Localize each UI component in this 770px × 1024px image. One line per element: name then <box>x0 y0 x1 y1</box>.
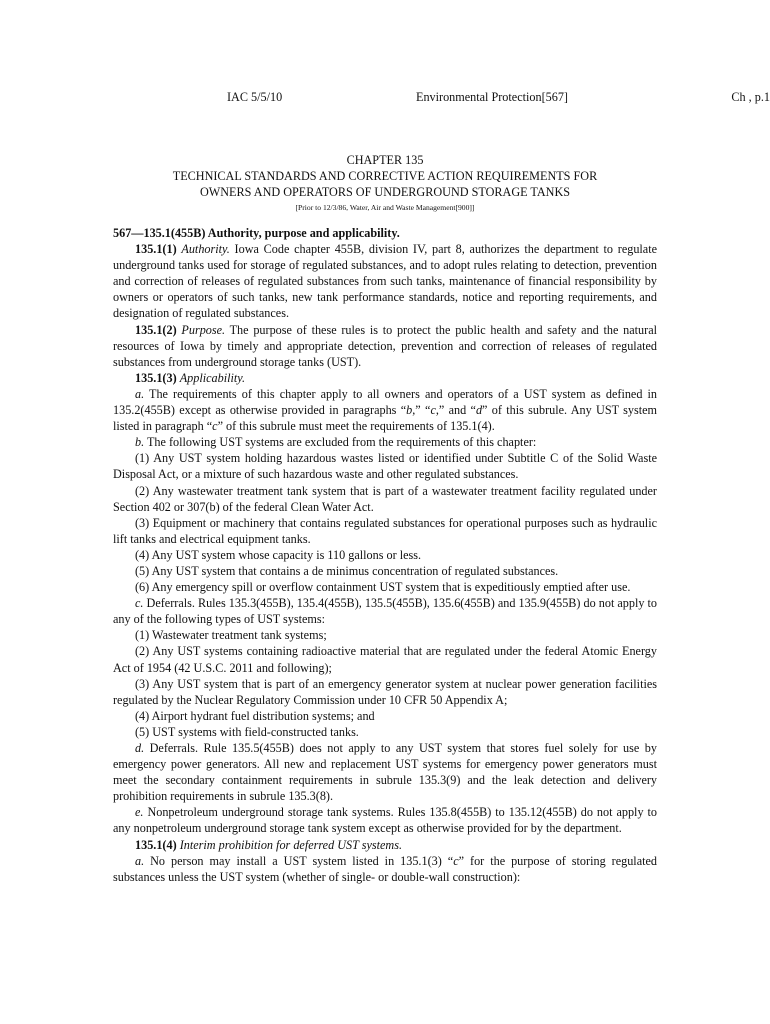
list-item: (4) Any UST system whose capacity is 110 gallons or less. <box>135 547 422 562</box>
paragraph-label: b. <box>135 435 145 450</box>
rule-body <box>113 225 657 885</box>
paragraph-e <box>113 804 657 836</box>
header-date: IAC 5/5/10 <box>227 90 283 104</box>
chapter-history-note: [Prior to 12/3/86, Water, Air and Waste Management[900]] <box>295 203 475 212</box>
subrule-authority <box>113 241 657 321</box>
paragraph-ref: c <box>212 419 218 434</box>
list-item: (2) Any wastewater treatment tank system that is part of a wastewater treatment facility regulated under Section 402 or 307(b) of the federal Clean Water Act. <box>113 483 657 514</box>
subrule-number: 135.1(4) <box>135 837 177 852</box>
subrule-applicability <box>113 370 657 386</box>
subrule-label: Applicability. <box>179 370 246 385</box>
paragraph-label: d. <box>135 741 145 755</box>
paragraph-ref: b <box>406 403 413 418</box>
chapter-title-line-1: TECHNICAL STANDARDS AND CORRECTIVE ACTION REQUIREMENTS FOR <box>172 169 598 183</box>
paragraph-text: ,” “ <box>412 403 431 418</box>
subrule-number: 135.1(1) <box>135 242 177 257</box>
paragraph-text: Deferrals. Rules 135.3(455B), 135.4(455B), 135.5(455B), 135.6(455B) and 135.9(455B) do not apply to any of the following types of UST systems: <box>113 596 657 627</box>
subrule-label: Authority. <box>181 242 230 257</box>
paragraph-4a <box>113 853 657 885</box>
paragraph-label: a. <box>135 853 145 868</box>
rule-heading: 567—135.1(455B) Authority, purpose and applicability. <box>113 226 400 240</box>
paragraph-d <box>113 740 657 804</box>
header-agency: Environmental Protection[567] <box>416 90 568 104</box>
paragraph-label: a. <box>135 386 145 401</box>
chapter-title-block <box>113 152 657 214</box>
paragraph-text: Deferrals. Rule 135.5(455B) does not apply to any UST system that stores fuel solely for use by emergency power generators. All new and replacement UST systems for emergency power generators must meet the secondary containment requirements in subrule 135.3(9) and the leak detection and delivery prohibition requirements in subrule 135.3(8). <box>113 741 657 804</box>
paragraph-label: c. <box>135 596 144 611</box>
paragraph-ref: c <box>430 403 436 418</box>
subrule-text: The purpose of these rules is to protect the public health and safety and the natural resources of Iowa by timely and appropriate detection, prevention and correction of releases of regulated substances from underground storage tanks (UST). <box>113 322 658 369</box>
paragraph-ref: c <box>453 853 459 868</box>
paragraph-ref: d <box>475 403 483 418</box>
paragraph-text: The following UST systems are excluded from the requirements of this chapter: <box>144 435 537 450</box>
header-page-number: Ch , p.1 <box>731 90 770 104</box>
list-item: (1) Any UST system holding hazardous wastes listed or identified under Subtitle C of the Solid Waste Disposal Act, or a mixture of such hazardous waste and other regulated substances. <box>113 451 657 482</box>
subrule-number: 135.1(2) <box>135 322 177 337</box>
subrule-interim-prohibition <box>113 837 657 853</box>
subrule-label: Purpose. <box>181 322 226 337</box>
paragraph-text: ,” and “ <box>435 403 476 418</box>
paragraph-text: ” of this subrule must meet the requirements of 135.1(4). <box>217 419 495 434</box>
paragraph-text: The requirements of this chapter apply to all owners and operators of a UST system as defined in 135.2(455B) except as otherwise provided in paragraphs “ <box>113 386 657 418</box>
list-item: (4) Airport hydrant fuel distribution systems; and <box>135 708 375 723</box>
subrule-number: 135.1(3) <box>135 370 177 385</box>
list-item: (1) Wastewater treatment tank systems; <box>135 628 327 643</box>
list-item: (6) Any emergency spill or overflow containment UST system that is expeditiously emptied after use. <box>135 580 631 595</box>
subrule-purpose <box>113 322 657 370</box>
chapter-number: CHAPTER 135 <box>346 153 424 167</box>
list-item: (5) UST systems with field-constructed tanks. <box>135 724 359 739</box>
paragraph-text: No person may install a UST system listed in 135.1(3) “ <box>144 853 454 868</box>
list-item: (2) Any UST systems containing radioactive material that are regulated under the federal Atomic Energy Act of 1954 (42 U.S.C. 2011 and following); <box>113 644 657 675</box>
paragraph-text: Nonpetroleum underground storage tank systems. Rules 135.8(455B) to 135.12(455B) do not apply to any nonpetroleum underground storage tank system except as otherwise provided for by the department. <box>113 805 657 836</box>
paragraph-label: e. <box>135 805 144 820</box>
subrule-label: Interim prohibition for deferred UST systems. <box>179 837 402 852</box>
paragraph-c <box>113 595 657 627</box>
paragraph-a <box>113 386 657 434</box>
paragraph-text: ” of this subrule. Any UST system listed in paragraph “ <box>113 403 657 434</box>
paragraph-text: ” for the purpose of storing regulated substances unless the UST system (whether of single- or double-wall construction): <box>113 853 657 884</box>
subrule-text: Iowa Code chapter 455B, division IV, part 8, authorizes the department to regulate underground tanks used for storage of regulated substances, and to adopt rules relating to detection, prevention and correction of releases of regulated substances from such tanks, maintenance of financial responsibility by owners or operators of such tanks, new tank performance standards, notice and reporting requirements, and designation of regulated substances. <box>113 242 658 321</box>
chapter-title-line-2: OWNERS AND OPERATORS OF UNDERGROUND STORAGE TANKS <box>199 185 571 199</box>
paragraph-b <box>113 434 657 450</box>
list-item: (3) Any UST system that is part of an emergency generator system at nuclear power generation facilities regulated by the Nuclear Regulatory Commission under 10 CFR 50 Appendix A; <box>113 676 657 707</box>
list-item: (3) Equipment or machinery that contains regulated substances for operational purposes such as hydraulic lift tanks and electrical equipment tanks. <box>113 515 657 546</box>
list-item: (5) Any UST system that contains a de minimus concentration of regulated substances. <box>135 563 559 578</box>
